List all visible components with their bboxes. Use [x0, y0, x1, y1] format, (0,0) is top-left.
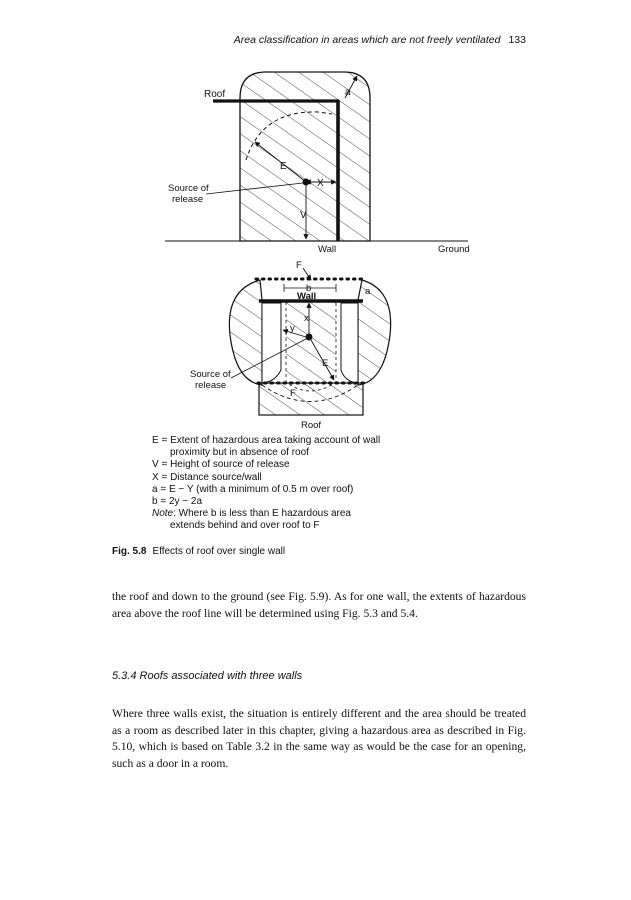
bottom-diagram	[190, 260, 391, 431]
caption-number: Fig. 5.8	[112, 546, 147, 557]
bottom-left-lobe	[229, 280, 262, 385]
bottom-b-label: b	[306, 283, 312, 294]
bottom-source-label-2: release	[195, 380, 227, 391]
running-title: Area classification in areas which are not freely ventilated	[233, 34, 501, 46]
legend-line-e: E = Extent of hazardous area taking account of wall	[152, 435, 381, 446]
figure-caption	[112, 546, 285, 557]
top-source-label-2: release	[172, 194, 204, 205]
top-wall-label: Wall	[318, 244, 337, 255]
bottom-f-top-label: F	[296, 260, 302, 271]
top-roof-label: Roof	[204, 89, 226, 100]
note-text: : Where b is less than E hazardous area	[173, 508, 351, 520]
bottom-x-label: x	[304, 313, 309, 324]
body-paragraph-1: the roof and down to the ground (see Fig. 5.9). As for one wall, the extents of hazardous area above the roof line will be determined using Fig. 5.3 and 5.4.	[112, 590, 526, 620]
bottom-right-inner	[341, 303, 358, 383]
top-v-label: V	[300, 210, 307, 221]
bottom-source-point	[306, 334, 313, 341]
legend-line-b: b = 2y − 2a	[152, 496, 203, 508]
legend-note-cont: extends behind and over roof to F	[170, 520, 320, 532]
legend-line-v: V = Height of source of release	[152, 459, 290, 471]
bottom-roof-label: Roof	[301, 420, 322, 431]
top-source-label-1: Source of	[168, 183, 209, 194]
bottom-e-dashed-cone	[286, 302, 336, 391]
figure-legend	[152, 435, 472, 533]
top-e-label: E	[280, 161, 287, 172]
body-paragraph-2: Where three walls exist, the situation is entirely different and the area should be treated as a room as described later in this chapter, giving a hazardous area as described in Fig. 5.10, which is based on Table 3.2 in the same way as would be the case for an opening, such as a door in a room.	[112, 707, 526, 770]
bottom-right-lobe	[358, 280, 391, 385]
top-diagram	[165, 72, 470, 255]
ground-label: Ground	[438, 244, 470, 255]
page-number: 133	[508, 34, 526, 46]
bottom-wall-label: Wall	[297, 291, 317, 302]
legend-line-e-cont: proximity but in absence of roof	[170, 447, 309, 459]
top-x-label: X	[317, 178, 324, 189]
bottom-e-label: E	[322, 358, 329, 369]
note-label: Note	[152, 508, 174, 520]
legend-note	[152, 508, 472, 520]
bottom-source-label-1: Source of	[190, 369, 231, 380]
bottom-left-inner	[262, 303, 281, 383]
top-a-label: a	[345, 87, 351, 98]
section-heading: 5.3.4 Roofs associated with three walls	[112, 670, 303, 682]
bottom-y-label: y	[290, 323, 295, 334]
legend-line-a: a = E − Y (with a minimum of 0.5 m over roof)	[152, 483, 354, 495]
caption-text: Effects of roof over single wall	[152, 546, 286, 557]
bottom-a-label: a	[365, 286, 371, 297]
bottom-f-bottom-label: F	[290, 388, 296, 399]
legend-line-x: X = Distance source/wall	[152, 471, 262, 483]
